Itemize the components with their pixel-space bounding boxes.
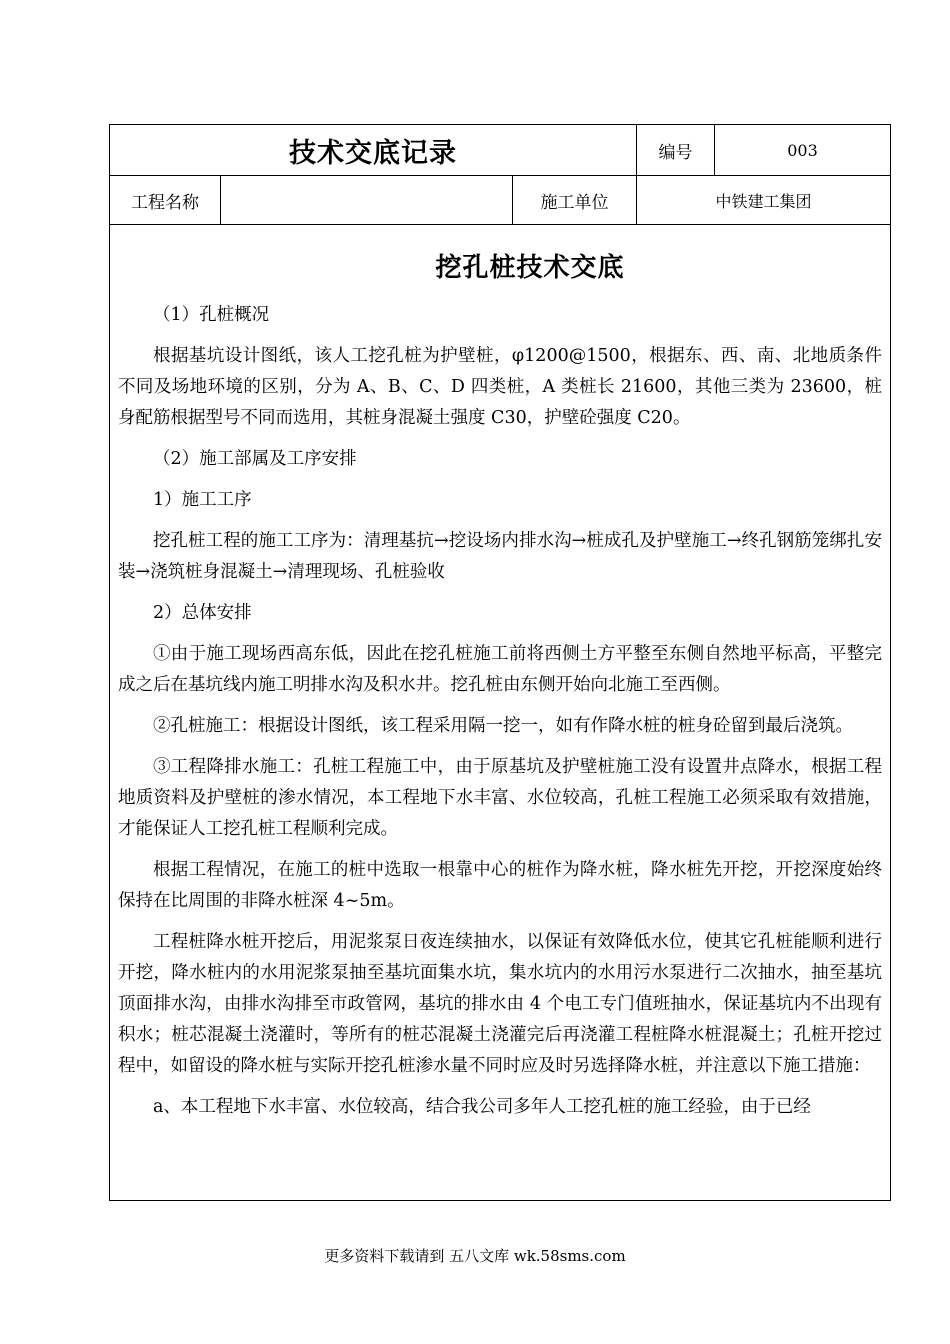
title-row: [110, 125, 890, 176]
paragraph: 根据基坑设计图纸，该人工挖孔桩为护壁桩，φ1200@1500，根据东、西、南、北地质条件不同及场地环境的区别，分为 A、B、C、D 四类桩，A 类桩长 21600，其他三类为 23600，桩身配筋根据型号不同而选用，其桩身混凝土强度 C30，护壁砼强度 C20。: [118, 346, 882, 428]
paragraph: 工程桩降水桩开挖后，用泥浆泵日夜连续抽水，以保证有效降低水位，使其它孔桩能顺利进行开挖，降水桩内的水用泥浆泵抽至基坑面集水坑，集水坑内的水用污水泵进行二次抽水，抽至基坑顶面排水沟，由排水沟排至市政管网，基坑的排水由 4 个电工专门值班抽水，保证基坑内不出现有积水；桩芯混凝土浇灌时，等所有的桩芯混凝土浇灌完后再浇灌工程桩降水桩混凝土；孔桩开挖过程中，如留设的降水桩与实际开挖孔桩渗水量不同时应及时另选择降水桩，并注意以下施工措施：: [118, 932, 882, 1076]
paragraph: a、本工程地下水丰富、水位较高，结合我公司多年人工挖孔桩的施工经验，由于已经: [153, 1097, 811, 1117]
project-label: 工程名称: [131, 192, 199, 213]
paragraph: ③工程降排水施工：孔桩工程施工中，由于原基坑及护壁桩施工没有设置井点降水，根据工程地质资料及护壁桩的渗水情况，本工程地下水丰富、水位较高，孔桩工程施工必须采取有效措施，才能保证人工挖孔桩工程顺利完成。: [118, 757, 882, 839]
section-heading: （1）孔桩概况: [153, 305, 270, 325]
number-value-cell: [715, 125, 890, 175]
record-table: [109, 124, 891, 1201]
number-label: 编号: [658, 142, 693, 163]
section-heading: （2）施工部属及工序安排: [153, 449, 357, 469]
subsection-heading: 2）总体安排: [153, 603, 252, 623]
number-value: 003: [787, 140, 818, 160]
number-label-cell: [637, 125, 715, 175]
paragraph: 根据工程情况，在施工的桩中选取一根靠中心的桩作为降水桩，降水桩先开挖，开挖深度始终保持在比周围的非降水桩深 4~5m。: [118, 860, 882, 911]
content-body: [110, 225, 890, 1133]
subsection-heading: 1）施工工序: [153, 490, 252, 510]
unit-value: 中铁建工集团: [715, 191, 812, 211]
unit-value-cell: [637, 176, 890, 224]
footer-note: 更多资料下载请到 五八文库 wk.58sms.com: [324, 1247, 626, 1265]
project-label-cell: [110, 176, 221, 224]
unit-label: 施工单位: [540, 192, 609, 213]
record-title-cell: [110, 125, 637, 175]
project-value-cell: [221, 176, 513, 224]
record-title: 技术交底记录: [289, 137, 457, 169]
project-row: [110, 176, 890, 225]
paragraph: ②孔桩施工：根据设计图纸，该工程采用隔一挖一，如有作降水桩的桩身砼留到最后浇筑。: [153, 716, 853, 736]
unit-label-cell: [513, 176, 637, 224]
paragraph: 挖孔桩工程的施工工序为：清理基抗→挖设场内排水沟→桩成孔及护壁施工→终孔钢筋笼绑扎安装→浇筑桩身混凝土→清理现场、孔桩验收: [118, 531, 882, 582]
paragraph: ①由于施工现场西高东低，因此在挖孔桩施工前将西侧土方平整至东侧自然地平标高，平整完成之后在基坑线内施工明排水沟及积水井。挖孔桩由东侧开始向北施工至西侧。: [118, 644, 882, 695]
document-title: 挖孔桩技术交底: [435, 253, 625, 283]
